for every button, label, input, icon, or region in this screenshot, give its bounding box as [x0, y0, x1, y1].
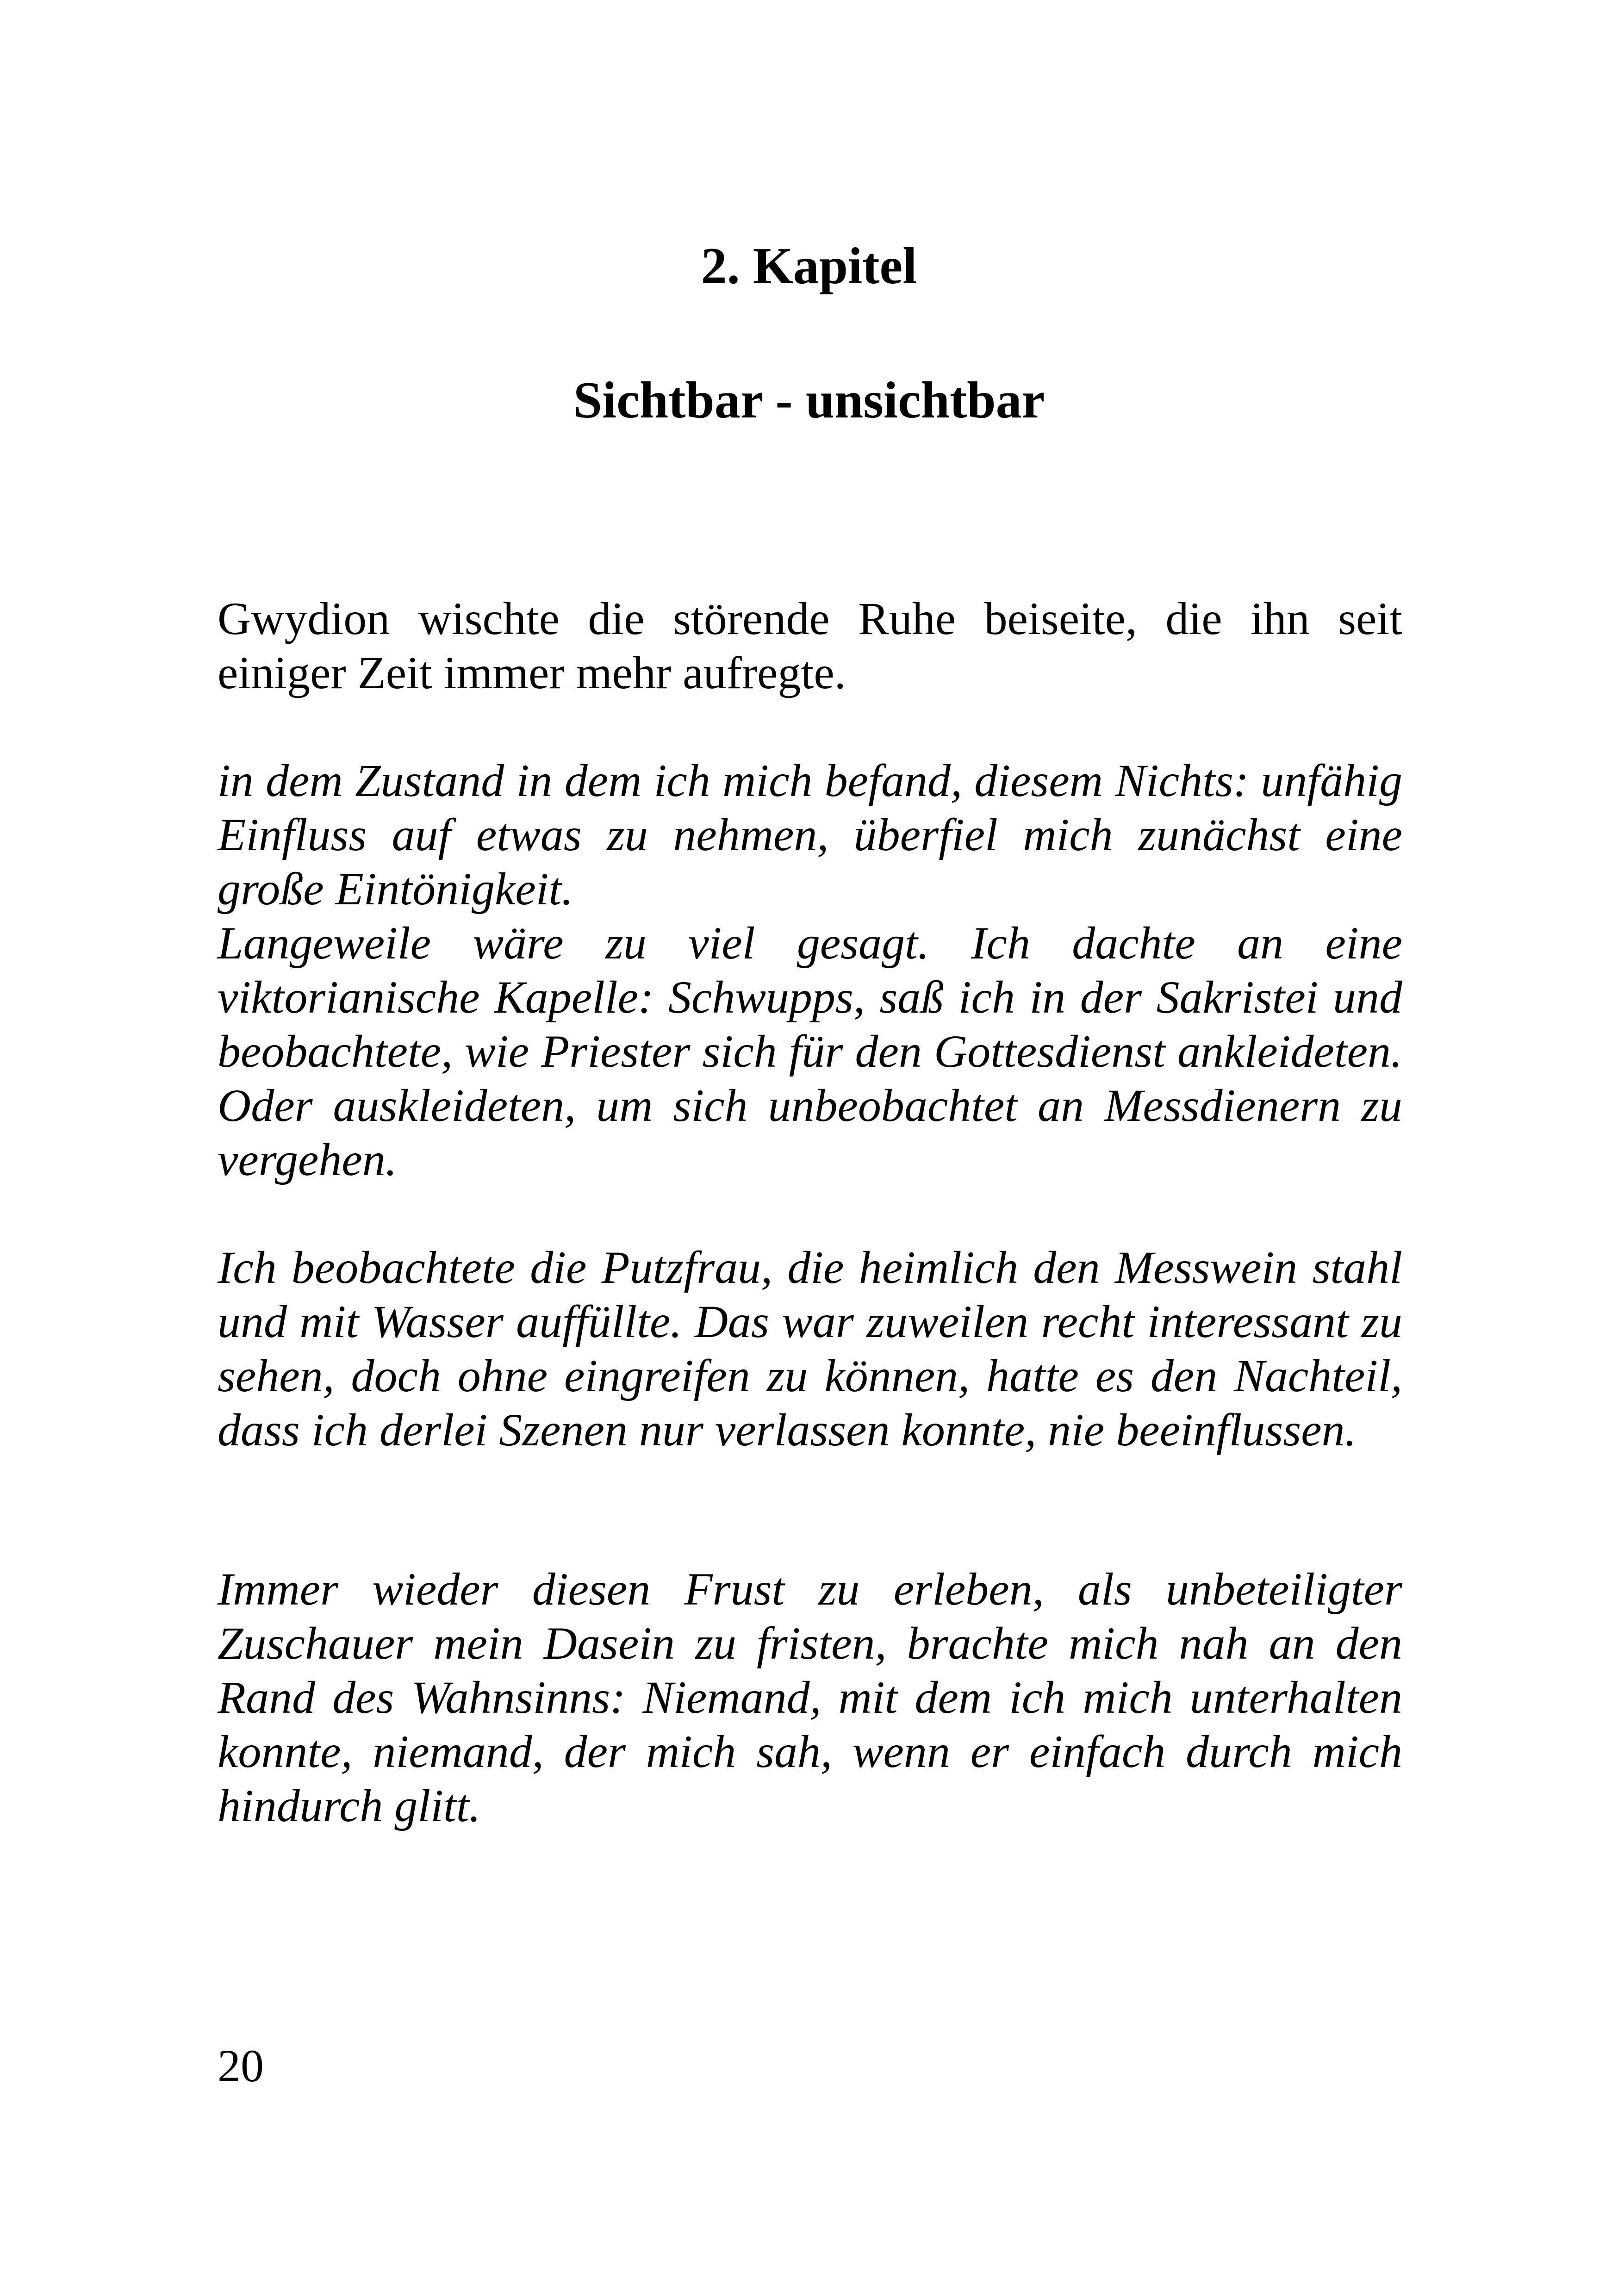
- paragraph-italic-2: Langeweile wäre zu viel gesagt. Ich dachte an eine viktorianische Kapelle: Schwupps, saß ich in der Sakristei und beobachtete, wie Priester sich für den Gottesdienst ankleideten. Oder auskleideten, um sich unbeobachtet an Messdienern zu vergehen.: [218, 917, 1402, 1185]
- page-number: 20: [218, 2040, 264, 2091]
- paragraph-italic-4: Immer wieder diesen Frust zu erleben, als unbeteiligter Zuschauer mein Dasein zu fristen, brachte mich nah an den Rand des Wahnsinns: Niemand, mit dem ich mich unterhalten konnte, niemand, der mich sah, wenn er einfach durch mich hindurch glitt.: [218, 1563, 1402, 1831]
- paragraph-italic-1: in dem Zustand in dem ich mich befand, diesem Nichts: unfähig Einfluss auf etwas zu nehmen, überfiel mich zunächst eine große Eintönigkeit.: [218, 755, 1402, 915]
- paragraph-intro: Gwydion wischte die störende Ruhe beiseite, die ihn seit einiger Zeit immer mehr aufregte.: [218, 593, 1402, 698]
- chapter-number: 2. Kapitel: [701, 237, 917, 295]
- paragraph-italic-3: Ich beobachtete die Putzfrau, die heimlich den Messwein stahl und mit Wasser auffüllte. Das war zuweilen recht interessant zu sehen, doch ohne eingreifen zu können, hatte es den Nachteil, dass ich derlei Szenen nur verlassen konnte, nie beeinflussen.: [218, 1242, 1402, 1456]
- italic-paragraph-group: [218, 753, 1402, 1187]
- chapter-title: Sichtbar - unsichtbar: [573, 372, 1045, 429]
